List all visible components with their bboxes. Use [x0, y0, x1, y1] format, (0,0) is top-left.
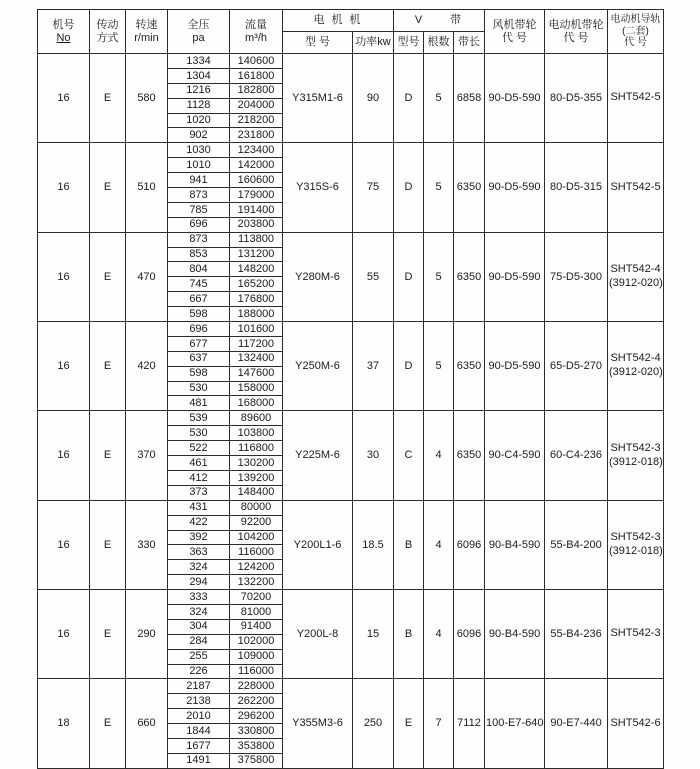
- cell-motor-model: Y315M1-6: [283, 54, 353, 143]
- cell-flow: 70200: [230, 590, 283, 605]
- cell-belt-length: 6096: [454, 590, 485, 679]
- cell-motor-rail: [608, 322, 664, 411]
- cell-pressure: 853: [168, 247, 230, 262]
- cell-belt-count: 5: [424, 322, 454, 411]
- cell-belt-length: 6096: [454, 500, 485, 589]
- cell-flow: 91400: [230, 619, 283, 634]
- cell-belt-length: 6350: [454, 143, 485, 232]
- cell-belt-count: 5: [424, 143, 454, 232]
- header-flow: 流量 m³/h: [230, 10, 283, 54]
- cell-flow: 102000: [230, 634, 283, 649]
- cell-pressure: 304: [168, 619, 230, 634]
- cell-pressure: 598: [168, 366, 230, 381]
- cell-pressure: 2138: [168, 694, 230, 709]
- cell-machine-no: 16: [38, 500, 90, 589]
- table-body: [38, 54, 664, 769]
- cell-pressure: 1844: [168, 724, 230, 739]
- cell-speed: 470: [126, 232, 168, 321]
- cell-motor-power: 37: [353, 322, 394, 411]
- cell-belt-length: 7112: [454, 679, 485, 768]
- cell-pressure: 785: [168, 202, 230, 217]
- header-machine-no: [38, 10, 90, 54]
- cell-belt-count: 4: [424, 411, 454, 500]
- cell-belt-count: 7: [424, 679, 454, 768]
- cell-pressure: 1334: [168, 54, 230, 69]
- cell-machine-no: 18: [38, 679, 90, 768]
- cell-flow: 117200: [230, 336, 283, 351]
- cell-pressure: 873: [168, 188, 230, 203]
- cell-speed: 580: [126, 54, 168, 143]
- cell-pressure: 696: [168, 217, 230, 232]
- cell-flow: 165200: [230, 277, 283, 292]
- header-vbelt-count: 根数: [424, 32, 454, 54]
- cell-motor-pulley: 80-D5-315: [545, 143, 608, 232]
- rail-code-line: SHT542-3: [610, 627, 661, 640]
- cell-belt-model: B: [394, 500, 424, 589]
- rail-code-line: (3912-020): [609, 276, 663, 289]
- cell-pressure: 941: [168, 173, 230, 188]
- rail-code-line: SHT542-5: [610, 91, 661, 104]
- cell-belt-model: B: [394, 590, 424, 679]
- cell-pressure: 1128: [168, 98, 230, 113]
- rail-code-line: SHT542-3: [610, 441, 661, 454]
- cell-drive: E: [90, 679, 126, 768]
- cell-pressure: 294: [168, 575, 230, 590]
- cell-fan-pulley: 90-D5-590: [485, 232, 545, 321]
- cell-belt-count: 4: [424, 590, 454, 679]
- cell-flow: 132200: [230, 575, 283, 590]
- cell-flow: 139200: [230, 470, 283, 485]
- cell-fan-pulley: 90-B4-590: [485, 500, 545, 589]
- cell-motor-pulley: 90-E7-440: [545, 679, 608, 768]
- cell-motor-power: 30: [353, 411, 394, 500]
- cell-motor-pulley: 75-D5-300: [545, 232, 608, 321]
- cell-belt-model: C: [394, 411, 424, 500]
- cell-speed: 420: [126, 322, 168, 411]
- cell-flow: 123400: [230, 143, 283, 158]
- cell-fan-pulley: 90-C4-590: [485, 411, 545, 500]
- cell-fan-pulley: 90-D5-590: [485, 143, 545, 232]
- cell-belt-model: D: [394, 232, 424, 321]
- cell-flow: 92200: [230, 515, 283, 530]
- header-row-1: [38, 10, 664, 32]
- cell-belt-model: D: [394, 54, 424, 143]
- cell-flow: 124200: [230, 560, 283, 575]
- cell-belt-model: D: [394, 322, 424, 411]
- cell-flow: 296200: [230, 709, 283, 724]
- cell-flow: 103800: [230, 426, 283, 441]
- cell-flow: 228000: [230, 679, 283, 694]
- rail-code-line: (3912-020): [609, 366, 663, 379]
- cell-pressure: 530: [168, 426, 230, 441]
- cell-belt-count: 5: [424, 54, 454, 143]
- cell-pressure: 373: [168, 485, 230, 500]
- cell-pressure: 1677: [168, 738, 230, 753]
- cell-flow: 109000: [230, 649, 283, 664]
- cell-flow: 131200: [230, 247, 283, 262]
- cell-motor-rail: [608, 679, 664, 768]
- cell-machine-no: 16: [38, 411, 90, 500]
- cell-motor-rail: [608, 500, 664, 589]
- cell-flow: 218200: [230, 113, 283, 128]
- cell-pressure: 2010: [168, 709, 230, 724]
- spec-row: [38, 590, 664, 605]
- header-motor-power: 功率kw: [353, 32, 394, 54]
- cell-pressure: 284: [168, 634, 230, 649]
- cell-pressure: 412: [168, 470, 230, 485]
- cell-speed: 290: [126, 590, 168, 679]
- cell-pressure: 226: [168, 664, 230, 679]
- header-fan-pulley: 风机带轮 代 号: [485, 10, 545, 54]
- cell-machine-no: 16: [38, 232, 90, 321]
- cell-pressure: 539: [168, 411, 230, 426]
- cell-pressure: 2187: [168, 679, 230, 694]
- cell-fan-pulley: 90-D5-590: [485, 322, 545, 411]
- cell-machine-no: 16: [38, 590, 90, 679]
- cell-drive: E: [90, 54, 126, 143]
- cell-motor-pulley: 55-B4-200: [545, 500, 608, 589]
- rail-code-line: SHT542-3: [610, 531, 661, 544]
- cell-flow: 148200: [230, 262, 283, 277]
- cell-motor-model: Y280M-6: [283, 232, 353, 321]
- cell-pressure: 804: [168, 262, 230, 277]
- spec-row: [38, 232, 664, 247]
- cell-flow: 80000: [230, 500, 283, 515]
- cell-belt-count: 5: [424, 232, 454, 321]
- cell-motor-power: 250: [353, 679, 394, 768]
- header-motor-rail: 电动机导轨 (二套) 代 号: [608, 10, 664, 54]
- cell-pressure: 1020: [168, 113, 230, 128]
- cell-flow: 231800: [230, 128, 283, 143]
- cell-speed: 330: [126, 500, 168, 589]
- cell-flow: 188000: [230, 307, 283, 322]
- rail-code-line: SHT542-6: [610, 716, 661, 729]
- spec-row: [38, 500, 664, 515]
- cell-flow: 191400: [230, 202, 283, 217]
- cell-pressure: 363: [168, 545, 230, 560]
- cell-pressure: 324: [168, 560, 230, 575]
- cell-flow: 176800: [230, 292, 283, 307]
- cell-flow: 132400: [230, 351, 283, 366]
- header-vbelt-model: 型号: [394, 32, 424, 54]
- cell-motor-pulley: 55-B4-236: [545, 590, 608, 679]
- cell-speed: 510: [126, 143, 168, 232]
- cell-flow: 147600: [230, 366, 283, 381]
- cell-fan-pulley: 90-B4-590: [485, 590, 545, 679]
- cell-drive: E: [90, 500, 126, 589]
- header-motor-group: 电 机 机: [283, 10, 394, 32]
- cell-pressure: 598: [168, 307, 230, 322]
- spec-row: [38, 143, 664, 158]
- cell-motor-power: 18.5: [353, 500, 394, 589]
- cell-flow: 203800: [230, 217, 283, 232]
- cell-motor-pulley: 65-D5-270: [545, 322, 608, 411]
- cell-drive: E: [90, 232, 126, 321]
- cell-flow: 353800: [230, 738, 283, 753]
- cell-speed: 660: [126, 679, 168, 768]
- cell-flow: 161800: [230, 68, 283, 83]
- cell-pressure: 902: [168, 128, 230, 143]
- cell-fan-pulley: 90-D5-590: [485, 54, 545, 143]
- cell-pressure: 481: [168, 396, 230, 411]
- cell-flow: 375800: [230, 753, 283, 768]
- cell-pressure: 1010: [168, 158, 230, 173]
- header-drive: 传动 方式: [90, 10, 126, 54]
- cell-flow: 116000: [230, 545, 283, 560]
- cell-motor-power: 55: [353, 232, 394, 321]
- cell-flow: 101600: [230, 322, 283, 337]
- cell-drive: E: [90, 411, 126, 500]
- cell-flow: 89600: [230, 411, 283, 426]
- cell-pressure: 392: [168, 530, 230, 545]
- cell-motor-rail: [608, 54, 664, 143]
- cell-motor-rail: [608, 143, 664, 232]
- cell-pressure: 530: [168, 381, 230, 396]
- cell-pressure: 1030: [168, 143, 230, 158]
- cell-pressure: 873: [168, 232, 230, 247]
- cell-pressure: 333: [168, 590, 230, 605]
- cell-pressure: 667: [168, 292, 230, 307]
- header-machine-no-cn: 机号: [52, 18, 75, 31]
- header-machine-no-en: No: [56, 31, 71, 44]
- cell-drive: E: [90, 143, 126, 232]
- cell-motor-rail: [608, 232, 664, 321]
- cell-pressure: 461: [168, 456, 230, 471]
- cell-flow: 204000: [230, 98, 283, 113]
- rail-code-line: (3912-018): [609, 544, 663, 557]
- cell-motor-model: Y200L-8: [283, 590, 353, 679]
- cell-pressure: 745: [168, 277, 230, 292]
- spec-row: [38, 679, 664, 694]
- cell-belt-count: 4: [424, 500, 454, 589]
- rail-code-line: (3912-018): [609, 455, 663, 468]
- fan-motor-spec-table: [37, 9, 664, 769]
- header-pressure: 全压 pa: [168, 10, 230, 54]
- cell-belt-model: E: [394, 679, 424, 768]
- cell-motor-pulley: 60-C4-236: [545, 411, 608, 500]
- cell-motor-pulley: 80-D5-355: [545, 54, 608, 143]
- cell-motor-model: Y250M-6: [283, 322, 353, 411]
- cell-motor-power: 90: [353, 54, 394, 143]
- cell-pressure: 677: [168, 336, 230, 351]
- header-motor-pulley: 电动机带轮 代 号: [545, 10, 608, 54]
- cell-speed: 370: [126, 411, 168, 500]
- cell-flow: 116800: [230, 441, 283, 456]
- spec-row: [38, 322, 664, 337]
- cell-flow: 104200: [230, 530, 283, 545]
- cell-motor-model: Y200L1-6: [283, 500, 353, 589]
- cell-motor-power: 15: [353, 590, 394, 679]
- cell-motor-rail: [608, 590, 664, 679]
- cell-pressure: 696: [168, 322, 230, 337]
- cell-pressure: 324: [168, 604, 230, 619]
- cell-fan-pulley: 100-E7-640: [485, 679, 545, 768]
- cell-motor-power: 75: [353, 143, 394, 232]
- cell-flow: 130200: [230, 456, 283, 471]
- cell-pressure: 1491: [168, 753, 230, 768]
- cell-flow: 262200: [230, 694, 283, 709]
- cell-flow: 148400: [230, 485, 283, 500]
- cell-flow: 116000: [230, 664, 283, 679]
- cell-machine-no: 16: [38, 322, 90, 411]
- cell-pressure: 522: [168, 441, 230, 456]
- cell-belt-length: 6858: [454, 54, 485, 143]
- header-vbelt-length: 带长: [454, 32, 485, 54]
- spec-row: [38, 411, 664, 426]
- cell-machine-no: 16: [38, 54, 90, 143]
- cell-motor-model: Y225M-6: [283, 411, 353, 500]
- rail-code-line: SHT542-5: [610, 180, 661, 193]
- cell-flow: 158000: [230, 381, 283, 396]
- cell-belt-length: 6350: [454, 232, 485, 321]
- cell-flow: 182800: [230, 83, 283, 98]
- cell-belt-model: D: [394, 143, 424, 232]
- cell-drive: E: [90, 590, 126, 679]
- rail-code-line: SHT542-4: [610, 263, 661, 276]
- cell-flow: 81000: [230, 604, 283, 619]
- cell-pressure: 1304: [168, 68, 230, 83]
- cell-motor-rail: [608, 411, 664, 500]
- cell-pressure: 255: [168, 649, 230, 664]
- cell-flow: 179000: [230, 188, 283, 203]
- cell-flow: 160600: [230, 173, 283, 188]
- cell-pressure: 422: [168, 515, 230, 530]
- cell-drive: E: [90, 322, 126, 411]
- cell-motor-model: Y315S-6: [283, 143, 353, 232]
- cell-belt-length: 6350: [454, 411, 485, 500]
- cell-pressure: 637: [168, 351, 230, 366]
- cell-belt-length: 6350: [454, 322, 485, 411]
- rail-code-line: SHT542-4: [610, 352, 661, 365]
- table-header: [38, 10, 664, 54]
- cell-motor-model: Y355M3-6: [283, 679, 353, 768]
- cell-flow: 140600: [230, 54, 283, 69]
- cell-flow: 113800: [230, 232, 283, 247]
- header-motor-model: 型 号: [283, 32, 353, 54]
- header-speed: 转速 r/min: [126, 10, 168, 54]
- cell-flow: 142000: [230, 158, 283, 173]
- cell-pressure: 1216: [168, 83, 230, 98]
- header-vbelt-group: V 带: [394, 10, 485, 32]
- cell-pressure: 431: [168, 500, 230, 515]
- cell-machine-no: 16: [38, 143, 90, 232]
- cell-flow: 168000: [230, 396, 283, 411]
- spec-row: [38, 54, 664, 69]
- cell-flow: 330800: [230, 724, 283, 739]
